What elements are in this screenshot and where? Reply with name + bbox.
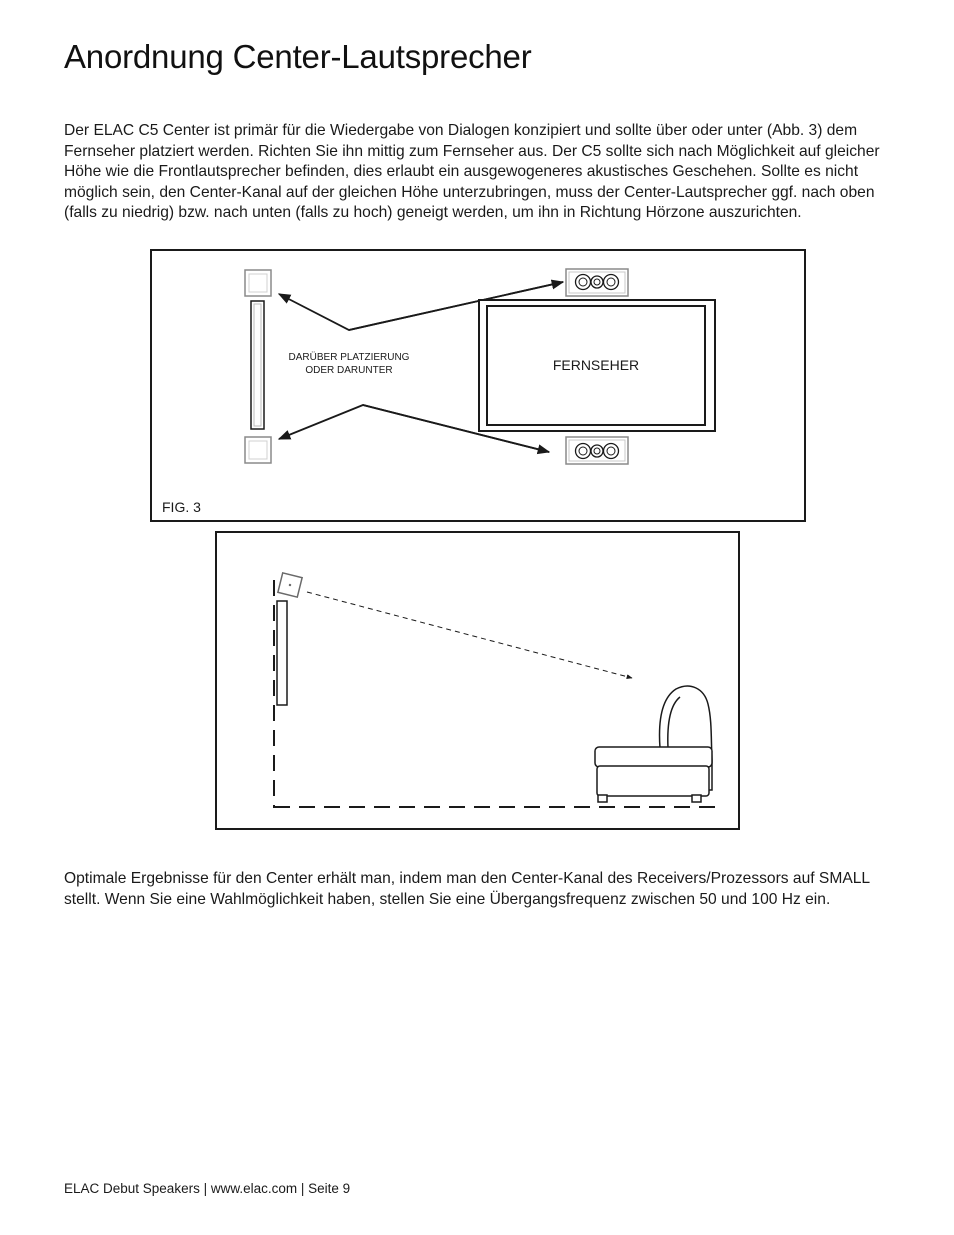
- intro-paragraph: Der ELAC C5 Center ist primär für die Wiedergabe von Dialogen konzipiert und sollte über oder unter (Abb. 3) dem Fernseher platziert werden. Richten Sie ihn mittig zum Fernseher aus. Der C5 sollte sich nach Möglichkeit auf gleicher Höhe wie die Frontlautsprecher befinden, dies erlaubt ein ausgewogeneres akustisches Geschehen. Sollte es nicht möglich sein, den Center-Kanal auf der gleichen Höhe unterzubringen, muss der Center-Lautsprecher ggf. nach oben (falls zu niedrig) bzw. nach unten (falls zu hoch) geneigt werden, um ihn in Richtung Hörzone auszurichten.: [64, 122, 880, 222]
- figure-caption: FIG. 3: [162, 499, 201, 515]
- placement-label-line1: DARÜBER PLATZIERUNG: [288, 352, 410, 363]
- crossover-paragraph: Optimale Ergebnisse für den Center erhält man, indem man den Center-Kanal des Receivers/Prozessors auf SMALL stellt. Wenn Sie eine Wahlmöglichkeit haben, stellen Sie eine Übergangsfrequenz zwischen 50 und 100 Hz ein.: [64, 870, 870, 908]
- page-title: Anordnung Center-Lautsprecher: [64, 38, 532, 75]
- tv-side-profile: [277, 601, 287, 705]
- figure-side-view: [216, 532, 739, 829]
- sound-direction-arrow: [307, 592, 632, 678]
- placement-label-line2: ODER DARUNTER: [305, 365, 393, 376]
- tv-label: FERNSEHER: [552, 357, 640, 373]
- page-footer: ELAC Debut Speakers | www.elac.com | Seite 9: [64, 1181, 351, 1196]
- center-speaker-below: [566, 437, 628, 464]
- couch: [595, 686, 712, 802]
- tilted-center-speaker: [278, 573, 302, 597]
- center-speaker-above: [566, 269, 628, 296]
- side-view-speaker-column: [245, 270, 271, 463]
